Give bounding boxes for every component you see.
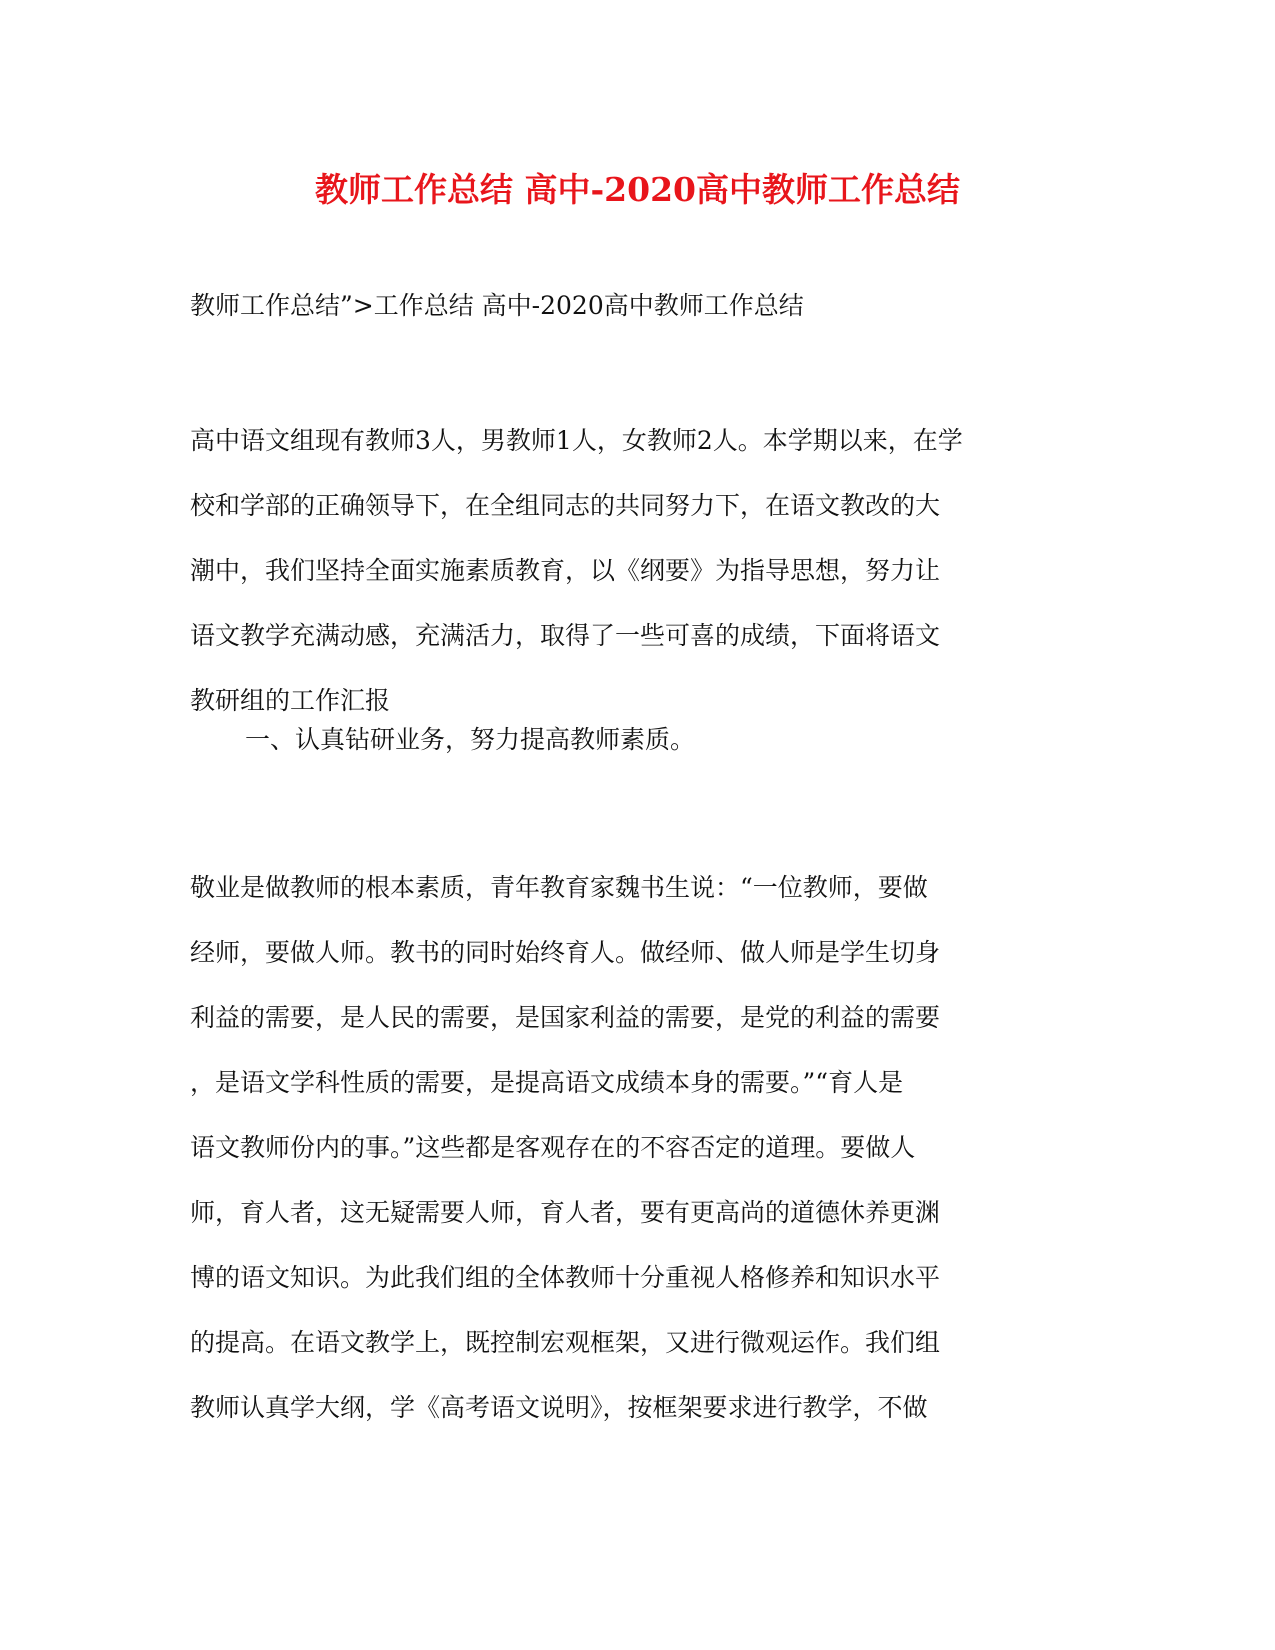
section-heading: 一、认真钻研业务，努力提高教师素质。	[245, 725, 696, 754]
paragraph-line: 潮中，我们坚持全面实施素质教育，以《纲要》为指导思想，努力让	[190, 556, 941, 585]
paragraph-line: 师，育人者，这无疑需要人师，育人者，要有更高尚的道德休养更渊	[190, 1198, 941, 1227]
paragraph-body	[190, 855, 1080, 1440]
paragraph-line: ，是语文学科性质的需要，是提高语文成绩本身的需要。”“育人是	[190, 1068, 904, 1097]
paragraph-line: 经师，要做人师。教书的同时始终育人。做经师、做人师是学生切身	[190, 938, 941, 967]
paragraph-line: 校和学部的正确领导下，在全组同志的共同努力下，在语文教改的大	[190, 491, 941, 520]
paragraph-line: 语文教师份内的事。”这些都是客观存在的不容否定的道理。要做人	[190, 1133, 916, 1162]
paragraph-line: 利益的需要，是人民的需要，是国家利益的需要，是党的利益的需要	[190, 1003, 941, 1032]
paragraph-line: 博的语文知识。为此我们组的全体教师十分重视人格修养和知识水平	[190, 1263, 941, 1292]
document-subtitle: 教师工作总结”>工作总结 高中-2020高中教师工作总结	[190, 291, 804, 320]
paragraph-line: 高中语文组现有教师3人，男教师1人，女教师2人。本学期以来，在学	[190, 426, 963, 455]
paragraph-line: 教师认真学大纲，学《高考语文说明》，按框架要求进行教学，不做	[190, 1393, 928, 1422]
paragraph-intro	[190, 408, 1080, 733]
paragraph-line: 的提高。在语文教学上，既控制宏观框架，又进行微观运作。我们组	[190, 1328, 941, 1357]
paragraph-line: 教研组的工作汇报	[190, 686, 391, 715]
document-title: 教师工作总结 高中-2020高中教师工作总结	[314, 170, 961, 209]
paragraph-line: 语文教学充满动感，充满活力，取得了一些可喜的成绩，下面将语文	[190, 621, 941, 650]
paragraph-line: 敬业是做教师的根本素质，青年教育家魏书生说：“一位教师，要做	[190, 873, 928, 902]
